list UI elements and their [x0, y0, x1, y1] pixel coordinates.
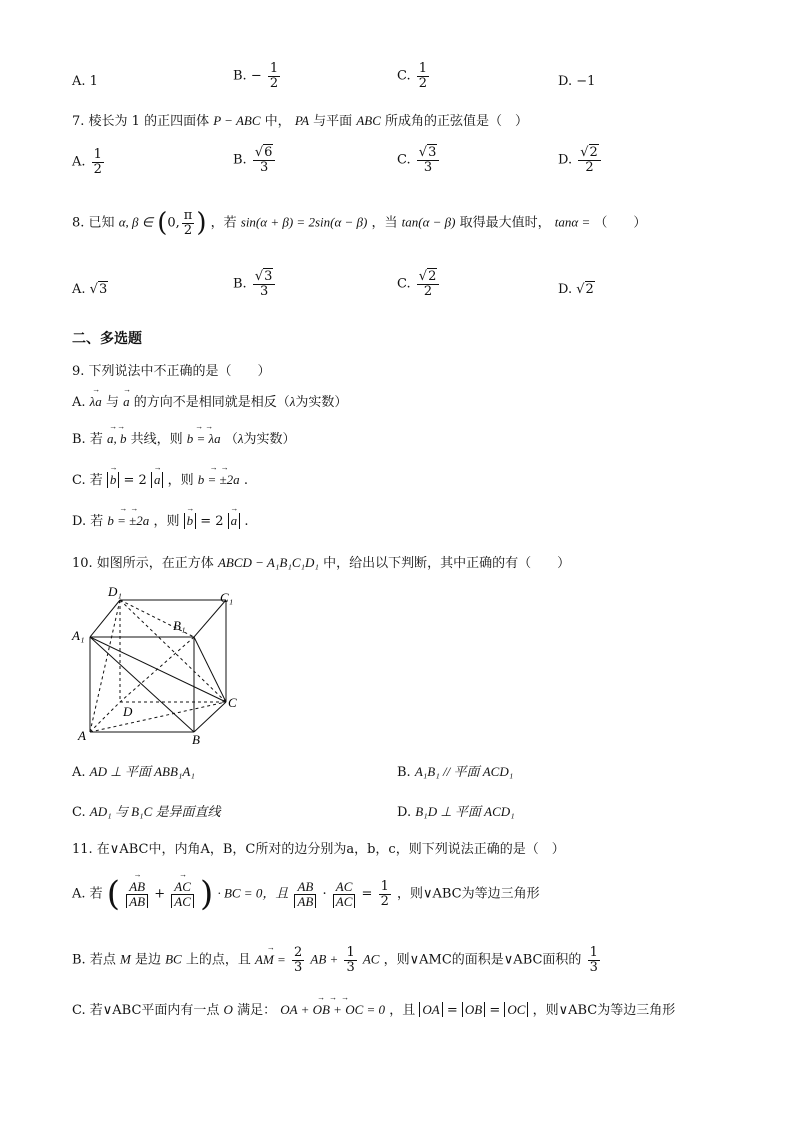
q11-option-b: B. 若点 M 是边 BC 上的点，且 → AM = $\frac{2}{3}$ AB + $\frac{1}{3}$ AC ，则∨AMC的面积是∨ABC面积的 $\frac{1}{3}$: [72, 942, 598, 975]
q10-stem: 10. 如图所示，在正方体 ABCD − A₁B₁C₁D₁ 中，给出以下判断，其中正确的有（ ）: [72, 555, 571, 571]
q6-option-b: B. − $\frac{1}{2}$: [233, 61, 279, 91]
q6-option-c: C. $\frac{1}{2}$: [397, 61, 428, 91]
label-a1: A₁: [72, 628, 85, 643]
label-c: C: [228, 695, 237, 710]
edge-bc: [194, 702, 226, 732]
q8-option-a: A. √3: [72, 282, 108, 297]
q9-option-c: C. 若 → b = 2 → a ，则 → → b = ±2a .: [72, 463, 248, 488]
diag-b1d: [120, 637, 194, 702]
cube-figure: [68, 582, 248, 748]
q10-option-a: A. AD ⊥ 平面 ABB₁A₁: [72, 764, 195, 780]
q6-option-a: A. 1: [72, 74, 98, 89]
q7-stem: 7. 棱长为 1 的正四面体 P − ABC 中， PA 与平面 ABC 所成角的正弦值是（ ）: [72, 113, 529, 129]
q8-option-c: C. $\frac{√2}{2}$: [397, 270, 441, 298]
q8-option-b: B. $\frac{√3}{3}$: [233, 270, 277, 298]
diag-a1c: [90, 637, 226, 702]
q11-option-a: A. 若 ( → AB AB + → AC AC ) · BC = 0，且 $\frac{AB}{AB}$ · $\frac{AC}{AC}$ = $\frac{1}{2}$ ，则∨ABC为等边三角形: [72, 869, 540, 914]
q7-option-b: B. $\frac{√6}{3}$: [233, 146, 277, 174]
label-d1: D₁: [108, 584, 122, 599]
q9-stem: 9. 下列说法中不正确的是（ ）: [72, 364, 271, 379]
label-b: B: [192, 732, 200, 747]
q8-stem: 8. 已知 α, β ∈ (0, $\frac{\pi}{2}$ ) ，若 sin(α + β) = 2sin(α − β) ，当 tan(α − β) 取得最大值时， tanα = （ ）: [72, 207, 647, 238]
q6-option-d: D. −1: [558, 74, 596, 89]
q11-stem: 11. 在∨ABC中，内角A，B，C所对的边分别为a，b，c，则下列说法正确的是（ ）: [72, 842, 565, 857]
section-heading: 二、多选题: [72, 331, 142, 347]
diag-d1c: [120, 600, 226, 702]
label-d: D: [123, 704, 133, 719]
q9-option-a: A. → λa 与 → a 的方向不是相同就是相反（λ为实数）: [72, 385, 348, 410]
q9-option-b: B. 若 → → a, b 共线，则 → → b = λa （λ为实数）: [72, 422, 296, 447]
q9-option-d: D. 若 → → b = ±2a ，则 → b = 2 → a .: [72, 504, 249, 529]
label-a: A: [78, 728, 86, 743]
label-c1: C₁: [220, 590, 234, 605]
diag-a1b: [90, 637, 194, 732]
q10-option-d: D. B₁D ⊥ 平面 ACD₁: [397, 804, 515, 820]
label-b1: B₁: [173, 618, 186, 633]
edge-b1c1: [194, 600, 226, 637]
q8-option-d: D. √2: [558, 282, 594, 297]
q11-option-c: C. 若∨ABC平面内有一点 O 满足： → → → OA + OB + OC = 0 ，且 OA = OB = OC ，则∨ABC为等边三角形: [72, 993, 676, 1018]
q7-option-d: D. $\frac{√2}{2}$: [558, 146, 603, 174]
diag-ad1: [90, 600, 120, 732]
q7-option-c: C. $\frac{√3}{3}$: [397, 146, 441, 174]
q7-option-a: A. $\frac{1}{2}$: [72, 147, 102, 177]
edge-ad: [90, 702, 120, 732]
diag-b1c: [194, 637, 226, 702]
diag-ac: [90, 702, 226, 732]
q10-option-b: B. A₁B₁ // 平面 ACD₁: [397, 764, 514, 780]
q10-option-c: C. AD₁ 与 B₁C 是异面直线: [72, 804, 221, 820]
